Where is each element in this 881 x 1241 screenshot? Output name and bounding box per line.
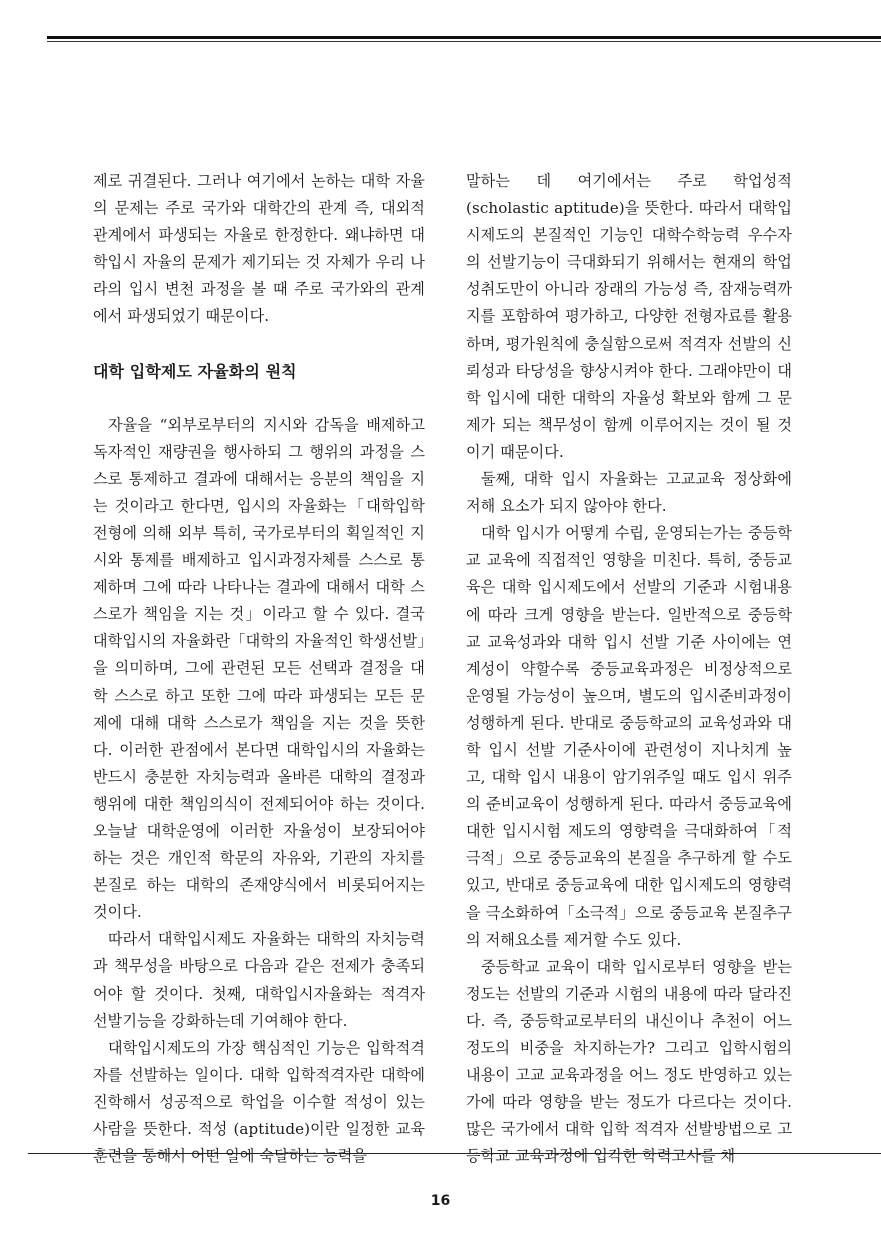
left-column (93, 168, 425, 1170)
left-paragraph-3: 따라서 대학입시제도 자율화는 대학의 자치능력과 책무성을 바탕으로 다음과 같은 전제가 충족되어야 할 것이다. 첫째, 대학입시자율화는 적격자 선발기능을 강화하는데 기여해야 한다. (93, 930, 425, 1030)
left-paragraph-4: 대학입시제도의 가장 핵심적인 기능은 입학적격자를 선발하는 일이다. 대학 입학적격자란 대학에 진학해서 성공적으로 학업을 이수할 적성이 있는 사람을 뜻한다. 적성 (aptitude)이란 일정한 교육훈련을 통해서 어떤 일에 숙달하는 능력을 (93, 1038, 425, 1166)
right-column (466, 168, 792, 1170)
section-heading: 대학 입학제도 자율화의 원칙 (93, 361, 297, 381)
right-paragraph-1: 말하는 데 여기에서는 주로 학업성적 (scholastic aptitude)을 뜻한다. 따라서 대학입시제도의 본질적인 기능인 대학수학능력 우수자의 선발기능이 극대화되기 위해서는 현재의 학업성취도만이 아니라 장래의 가능성 즉, 잠재능력까지를 포함하여 평가하고, 다양한 전형자료를 활용하며, 평가원칙에 충실함으로써 적격자 선발의 신뢰성과 타당성을 향상시켜야 한다. 그래야만이 대학 입시에 대한 대학의 자율성 확보와 함께 그 문제가 되는 책무성이 함께 이루어지는 것이 될 것이기 때문이다. (466, 172, 792, 461)
right-paragraph-4: 중등학교 교육이 대학 입시로부터 영향을 받는 정도는 선발의 기준과 시험의 내용에 따라 달라진다. 즉, 중등학교로부터의 내신이나 추천이 어느 정도의 비중을 차지하는가? 그리고 입학시험의 내용이 고교 교육과정을 어느 정도 반영하고 있는가에 따라 영향을 받는 정도가 다르다는 것이다. 많은 국가에서 대학 입학 적격자 선발방법으로 고등학교 교육과정에 입각한 학력고사를 채 (466, 957, 792, 1166)
header-rule-thick (47, 36, 881, 39)
right-paragraph-2: 둘째, 대학 입시 자율화는 고교교육 정상화에 저해 요소가 되지 않아야 한다. (466, 470, 792, 516)
footer-rule (28, 1153, 881, 1154)
right-paragraph-3: 대학 입시가 어떻게 수립, 운영되는가는 중등학교 교육에 직접적인 영향을 미친다. 특히, 중등교육은 대학 입시제도에서 선발의 기준과 시험내용에 따라 크게 영향을 받는다. 일반적으로 중등학교 교육성과와 대학 입시 선발 기준 사이에는 연계성이 약할수록 중등교육과정은 비정상적으로 운영될 가능성이 높으며, 별도의 입시준비과정이 성행하게 된다. 반대로 중등학교의 교육성과와 대학 입시 선발 기준사이에 관련성이 지나치게 높고, 대학 입시 내용이 암기위주일 때도 입시 위주의 준비교육이 성행하게 된다. 따라서 중등교육에 대한 입시시험 제도의 영향력을 극대화하여「적극적」으로 중등교육의 본질을 추구하게 할 수도 있고, 반대로 중등교육에 대한 입시제도의 영향력을 극소화하여「소극적」으로 중등교육 본질추구의 저해요소를 제거할 수도 있다. (466, 524, 792, 949)
header-rule-thin (47, 41, 881, 42)
left-paragraph-2: 자율을 “외부로부터의 지시와 감독을 배제하고 독자적인 재량권을 행사하되 그 행위의 과정을 스스로 통제하고 결과에 대해서는 응분의 책임을 지는 것이라고 한다면, 입시의 자율화는「대학입학 전형에 의해 외부 특히, 국가로부터의 획일적인 지시와 통제를 배제하고 입시과정자체를 스스로 통제하며 그에 따라 나타나는 결과에 대해서 대학 스스로가 책임을 지는 것」이라고 할 수 있다. 결국 대학입시의 자율화란「대학의 자율적인 학생선발」을 의미하며, 그에 관련된 모든 선택과 결정을 대학 스스로 하고 또한 그에 따라 파생되는 모든 문제에 대해 대학 스스로가 책임을 지는 것을 뜻한다. 이러한 관점에서 본다면 대학입시의 자율화는 반드시 충분한 자치능력과 올바른 대학의 결정과 행위에 대한 책임의식이 전제되어야 하는 것이다. 오늘날 대학운영에 이러한 자율성이 보장되어야 하는 것은 개인적 학문의 자유와, 기관의 자치를 본질로 하는 대학의 존재양식에서 비롯되어지는 것이다. (93, 415, 425, 922)
left-paragraph-1: 제로 귀결된다. 그러나 여기에서 논하는 대학 자율의 문제는 주로 국가와 대학간의 관계 즉, 대외적 관계에서 파생되는 자율로 한정한다. 왜냐하면 대학입시 자율의 문제가 제기되는 것 자체가 우리 나라의 입시 변천 과정을 볼 때 주로 국가와의 관계에서 파생되었기 때문이다. (93, 172, 425, 326)
page-number: 16 (430, 1193, 451, 1209)
